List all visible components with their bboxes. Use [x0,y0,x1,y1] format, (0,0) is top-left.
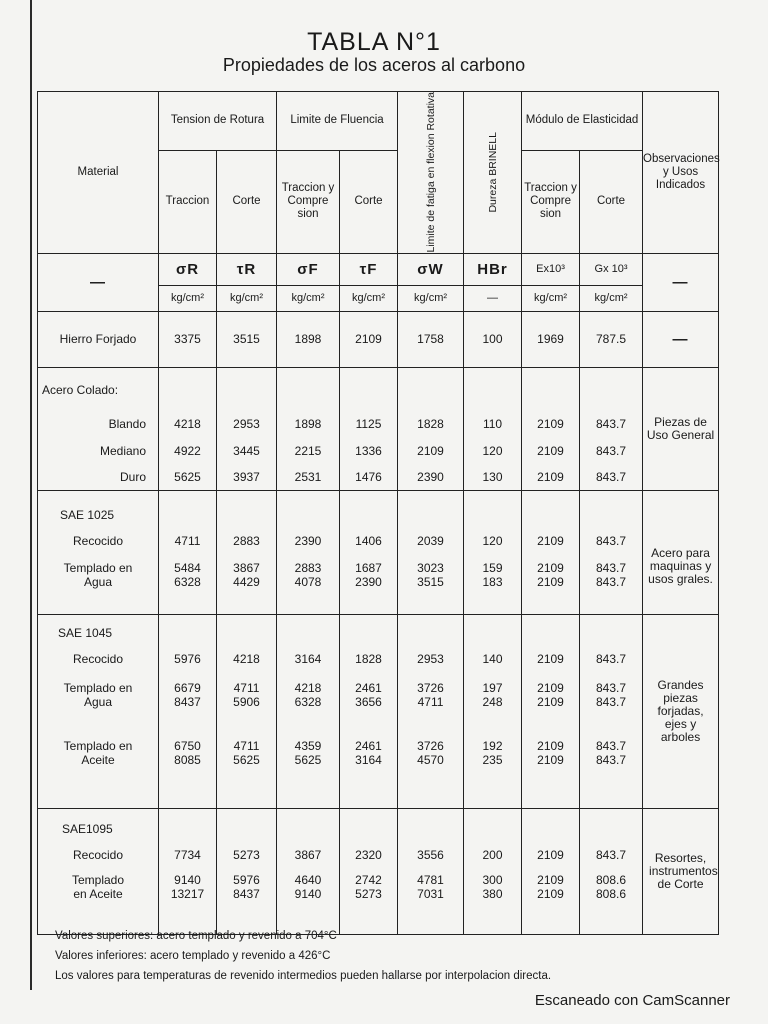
symbol-hbr: HBr [464,253,522,285]
header-modulo: Módulo de Elasticidad [522,92,643,151]
col-values: 843.7 843.7 843.7 843.7 843.7 [580,614,643,808]
row-label-hierro: Hierro Forjado [38,311,159,367]
unit-cell: — [464,285,522,311]
value-cell: 1758 [398,311,464,367]
col-values: 2109 2109 2109 2109 2109 [522,614,580,808]
header-dureza: Dureza BRINELL [464,92,522,254]
col-values: 1406 1687 2390 [340,490,398,614]
group-sae1095: SAE1095 Recocido Templado en Aceite [38,808,159,934]
value-cell: 2109 [340,311,398,367]
symbol-e: Ex10³ [522,253,580,285]
symbol-g: Gx 10³ [580,253,643,285]
col-values: 120 159 183 [464,490,522,614]
obs-acero-colado: Piezas de Uso General [643,367,719,490]
subheader-traccion-compresion-modulo: Traccion y Compre sion [522,150,580,253]
col-values: 843.7 843.7 843.7 [580,367,643,490]
col-values: 110 120 130 [464,367,522,490]
obs-sae1025: Acero para maquinas y usos grales. [643,490,719,614]
col-values: 2109 2109 2109 [522,490,580,614]
unit-cell: kg/cm² [398,285,464,311]
col-values: 2883 3867 4429 [217,490,277,614]
col-values: 4218 4922 5625 [159,367,217,490]
footnote-interpolacion: Los valores para temperaturas de revenido intermedios pueden hallarse por interpolacion directa. [55,970,552,982]
col-values: 843.7 843.7 843.7 [580,490,643,614]
page-edge-line [30,0,32,990]
value-cell: 3515 [217,311,277,367]
col-values: 2039 3023 3515 [398,490,464,614]
properties-table [37,91,719,935]
value-cell: 787.5 [580,311,643,367]
symbol-material: — [38,253,159,311]
symbol-sigma-f: σF [277,253,340,285]
unit-cell: kg/cm² [277,285,340,311]
value-cell: 3375 [159,311,217,367]
group-acero-colado: Acero Colado: Blando Mediano Duro [38,367,159,490]
footnote-superior: Valores superiores: acero templado y revenido a 704°C [55,930,337,942]
symbol-tau-r: τR [217,253,277,285]
header-tension-rotura: Tension de Rotura [159,92,277,151]
unit-cell: kg/cm² [159,285,217,311]
col-values: 2320 2742 5273 [340,808,398,934]
col-values: 843.7 808.6 808.6 [580,808,643,934]
col-values: 2109 2109 2109 [522,367,580,490]
col-values: 1828 2461 3656 2461 3164 [340,614,398,808]
unit-cell: kg/cm² [217,285,277,311]
col-values: 3164 4218 6328 4359 5625 [277,614,340,808]
col-values: 3867 4640 9140 [277,808,340,934]
header-observaciones: Observaciones y Usos Indicados [643,92,719,254]
col-values: 2953 3445 3937 [217,367,277,490]
unit-cell: kg/cm² [580,285,643,311]
col-values: 4218 4711 5906 4711 5625 [217,614,277,808]
unit-cell: kg/cm² [340,285,398,311]
camscanner-watermark: Escaneado con CamScanner [534,992,730,1009]
footnotes [55,926,551,986]
col-values: 5976 6679 8437 6750 8085 [159,614,217,808]
col-values: 3556 4781 7031 [398,808,464,934]
col-values: 140 197 248 192 235 [464,614,522,808]
table-subtitle: Propiedades de los aceros al carbono [222,55,526,75]
value-cell: 1898 [277,311,340,367]
subheader-corte: Corte [340,150,398,253]
header-limite-fluencia: Limite de Fluencia [277,92,398,151]
subheader-corte: Corte [217,150,277,253]
symbol-tau-f: τF [340,253,398,285]
col-values: 2109 2109 2109 [522,808,580,934]
symbol-sigma-w: σW [398,253,464,285]
col-values: 7734 9140 13217 [159,808,217,934]
subheader-corte-modulo: Corte [580,150,643,253]
header-limite-fatiga: Limite de fatiga en flexion Rotativa [398,92,464,254]
footnote-inferior: Valores inferiores: acero templado y revenido a 426°C [55,950,331,962]
value-cell: 100 [464,311,522,367]
obs-hierro: — [643,311,719,367]
subheader-traccion-compresion: Traccion y Compre sion [277,150,340,253]
symbol-sigma-r: σR [159,253,217,285]
header-material: Material [38,92,159,254]
col-values: 5273 5976 8437 [217,808,277,934]
col-values: 1828 2109 2390 [398,367,464,490]
table-title: TABLA N°1 [307,28,441,56]
group-sae1025: SAE 1025 Recocido Templado en Agua [38,490,159,614]
col-values: 2390 2883 4078 [277,490,340,614]
col-values: 200 300 380 [464,808,522,934]
group-sae1045: SAE 1045 Recocido Templado en Agua Templado en Aceite [38,614,159,808]
symbol-obs: — [643,253,719,311]
value-cell: 1969 [522,311,580,367]
col-values: 1125 1336 1476 [340,367,398,490]
subheader-traccion: Traccion [159,150,217,253]
col-values: 4711 5484 6328 [159,490,217,614]
unit-cell: kg/cm² [522,285,580,311]
col-values: 2953 3726 4711 3726 4570 [398,614,464,808]
obs-sae1095: Resortes, instrumentos de Corte [643,808,719,934]
obs-sae1045: Grandes piezas forjadas, ejes y arboles [643,614,719,808]
col-values: 1898 2215 2531 [277,367,340,490]
